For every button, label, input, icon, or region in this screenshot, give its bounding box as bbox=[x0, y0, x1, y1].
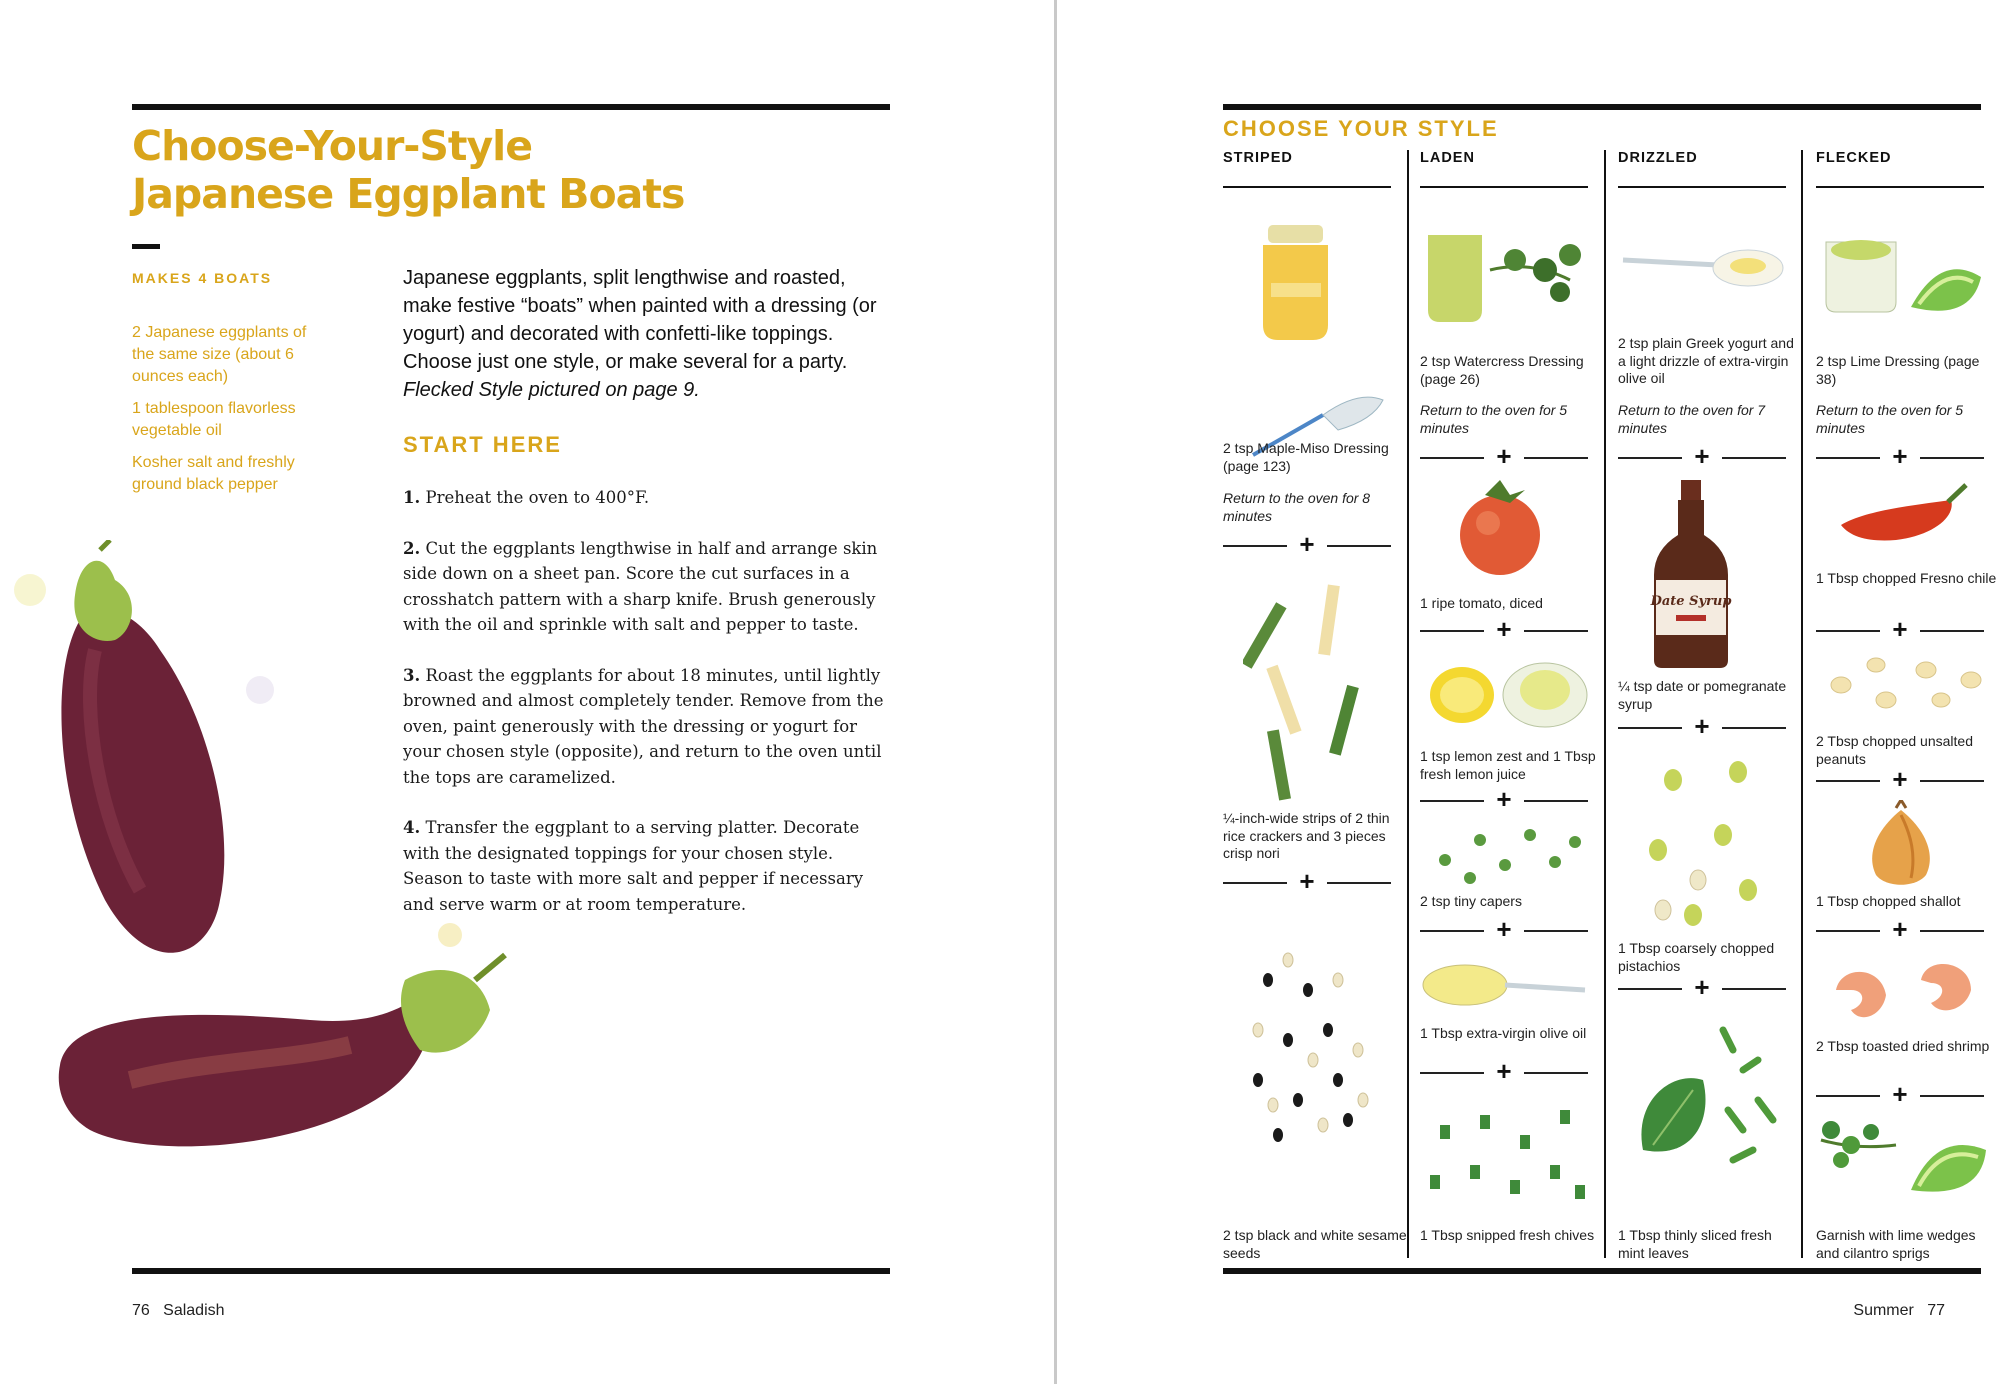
title-line-2: Japanese Eggplant Boats bbox=[132, 170, 685, 218]
plus-separator: + bbox=[1816, 920, 1984, 942]
plus-separator: + bbox=[1816, 1085, 1984, 1107]
recipe-title bbox=[132, 122, 684, 218]
step: 2. Cut the eggplants lengthwise in half and arrange skin side down on a sheet pan. Score the cut surfaces in a crosshatch pattern with a sharp knife. Brush generously with the oil and sprinkle with salt and pepper to taste. bbox=[403, 538, 878, 634]
topping-caption: 1 Tbsp extra-virgin olive oil bbox=[1420, 1025, 1587, 1041]
plus-separator: + bbox=[1816, 447, 1984, 469]
plus-separator: + bbox=[1618, 717, 1786, 739]
plus-separator: + bbox=[1420, 620, 1588, 642]
topping-caption: 2 Tbsp toasted dried shrimp bbox=[1816, 1038, 1990, 1054]
topping-caption: 1 Tbsp thinly sliced fresh mint leaves bbox=[1618, 1227, 1772, 1261]
column-heading: FLECKED bbox=[1816, 150, 1892, 166]
date-syrup-bottle-illustration bbox=[1648, 480, 1738, 670]
plus-separator: + bbox=[1420, 447, 1588, 469]
rice-cracker-nori-illustration bbox=[1243, 580, 1373, 810]
column-heading: LADEN bbox=[1420, 150, 1475, 166]
ingredient-item: 1 tablespoon flavorless vegetable oil bbox=[132, 400, 296, 439]
column-rule bbox=[1420, 186, 1588, 188]
maple-miso-jar-illustration bbox=[1243, 220, 1393, 460]
plus-separator: + bbox=[1816, 620, 1984, 642]
page-folio bbox=[132, 1302, 225, 1320]
column-divider bbox=[1407, 150, 1409, 1258]
section-title: Summer bbox=[1853, 1302, 1914, 1319]
topping-caption: 2 tsp tiny capers bbox=[1420, 893, 1522, 909]
bottle-label: Date Syrup bbox=[1650, 594, 1732, 609]
title-dash bbox=[132, 244, 160, 249]
page-number: 77 bbox=[1927, 1302, 1945, 1319]
choose-style-heading: CHOOSE YOUR STYLE bbox=[1223, 116, 1499, 141]
ingredient-list bbox=[132, 322, 322, 506]
plus-separator: + bbox=[1816, 770, 1984, 792]
mint-leaves-illustration bbox=[1633, 1010, 1783, 1180]
column-rule bbox=[1816, 186, 1984, 188]
right-page bbox=[1058, 0, 2000, 1384]
yogurt-spoon-illustration bbox=[1618, 240, 1788, 300]
book-spine bbox=[1054, 0, 1057, 1384]
intro-note: Flecked Style pictured on page 9. bbox=[403, 379, 700, 401]
page-folio bbox=[1853, 1302, 1945, 1320]
oven-caption: Return to the oven for 5 minutes bbox=[1420, 402, 1568, 436]
lime-cilantro-illustration bbox=[1816, 1110, 1991, 1200]
intro-text: Japanese eggplants, split lengthwise and roasted, make festive “boats” when painted with a dressing (or yogurt) and decorated with confetti-like toppings. Choose just one style, or make several for a party. bbox=[403, 267, 877, 373]
step: 3. Roast the eggplants for about 18 minutes, until lightly browned and almost completely tender. Remove from the oven, paint generously with the dressing or yogurt for your chosen style (opposite), and return to the oven until the tops are caramelized. bbox=[403, 665, 884, 787]
topping-caption: ¼-inch-wide strips of 2 thin rice crackers and 3 pieces crisp nori bbox=[1223, 810, 1390, 861]
fresno-chile-illustration bbox=[1836, 480, 1976, 550]
eggplant-illustration bbox=[10, 540, 530, 1190]
topping-caption: 2 Tbsp chopped unsalted peanuts bbox=[1816, 733, 1973, 767]
plus-separator: + bbox=[1223, 535, 1391, 557]
topping-caption: 1 ripe tomato, diced bbox=[1420, 595, 1543, 611]
lemon-juicer-illustration bbox=[1420, 650, 1595, 740]
peanuts-illustration bbox=[1821, 645, 1991, 725]
title-line-1: Choose-Your-Style bbox=[132, 122, 533, 170]
sesame-seeds-illustration bbox=[1238, 950, 1378, 1150]
lime-dressing-illustration bbox=[1821, 232, 1991, 332]
column-divider bbox=[1604, 150, 1606, 1258]
plus-separator: + bbox=[1420, 1062, 1588, 1084]
topping-caption: 1 Tbsp snipped fresh chives bbox=[1420, 1227, 1595, 1243]
column-heading: STRIPED bbox=[1223, 150, 1293, 166]
topping-caption: 1 Tbsp chopped Fresno chile bbox=[1816, 570, 1997, 586]
topping-caption: 1 tsp lemon zest and 1 Tbsp fresh lemon juice bbox=[1420, 748, 1596, 782]
oven-caption: Return to the oven for 8 minutes bbox=[1223, 490, 1371, 524]
dried-shrimp-illustration bbox=[1821, 955, 1991, 1035]
dressing-caption: 2 tsp Maple-Miso Dressing (page 123) bbox=[1223, 440, 1389, 474]
plus-separator: + bbox=[1420, 790, 1588, 812]
dressing-caption: 2 tsp Lime Dressing (page 38) bbox=[1816, 353, 1980, 387]
column-rule bbox=[1618, 186, 1786, 188]
column-rule bbox=[1223, 186, 1391, 188]
bottom-rule bbox=[132, 1268, 890, 1274]
plus-separator: + bbox=[1420, 920, 1588, 942]
yield-label: MAKES 4 BOATS bbox=[132, 270, 273, 286]
step: 1. Preheat the oven to 400°F. bbox=[403, 488, 650, 507]
column-heading: DRIZZLED bbox=[1618, 150, 1698, 166]
step: 4. Transfer the eggplant to a serving platter. Decorate with the designated toppings for your chosen style. Season to taste with more salt and pepper if necessary and serve warm or at room temperature. bbox=[403, 818, 864, 914]
topping-caption: 2 tsp black and white sesame seeds bbox=[1223, 1227, 1407, 1261]
shallot-illustration bbox=[1856, 800, 1946, 890]
pistachio-illustration bbox=[1628, 750, 1778, 930]
topping-caption: ¼ tsp date or pomegranate syrup bbox=[1618, 678, 1787, 712]
tomato-illustration bbox=[1450, 475, 1550, 585]
dressing-caption: 2 tsp plain Greek yogurt and a light drizzle of extra-virgin olive oil bbox=[1618, 335, 1794, 386]
capers-illustration bbox=[1425, 820, 1585, 890]
top-rule bbox=[1223, 104, 1981, 110]
ingredient-item: 2 Japanese eggplants of the same size (about 6 ounces each) bbox=[132, 324, 307, 385]
topping-caption: Garnish with lime wedges and cilantro sprigs bbox=[1816, 1227, 1976, 1261]
watercress-dressing-illustration bbox=[1420, 230, 1590, 330]
bottom-rule bbox=[1223, 1268, 1981, 1274]
topping-caption: 1 Tbsp coarsely chopped pistachios bbox=[1618, 940, 1775, 974]
oven-caption: Return to the oven for 5 minutes bbox=[1816, 402, 1964, 436]
oven-caption: Return to the oven for 7 minutes bbox=[1618, 402, 1766, 436]
plus-separator: + bbox=[1618, 978, 1786, 1000]
book-title: Saladish bbox=[163, 1302, 225, 1319]
topping-caption: 1 Tbsp chopped shallot bbox=[1816, 893, 1961, 909]
olive-oil-spoon-illustration bbox=[1420, 955, 1590, 1015]
chives-illustration bbox=[1420, 1095, 1590, 1205]
page-number: 76 bbox=[132, 1302, 150, 1319]
dressing-caption: 2 tsp Watercress Dressing (page 26) bbox=[1420, 353, 1584, 387]
recipe-intro bbox=[403, 264, 883, 404]
top-rule bbox=[132, 104, 890, 110]
plus-separator: + bbox=[1618, 447, 1786, 469]
start-here-heading: START HERE bbox=[403, 432, 562, 457]
plus-separator: + bbox=[1223, 872, 1391, 894]
ingredient-item: Kosher salt and freshly ground black pepper bbox=[132, 454, 295, 493]
